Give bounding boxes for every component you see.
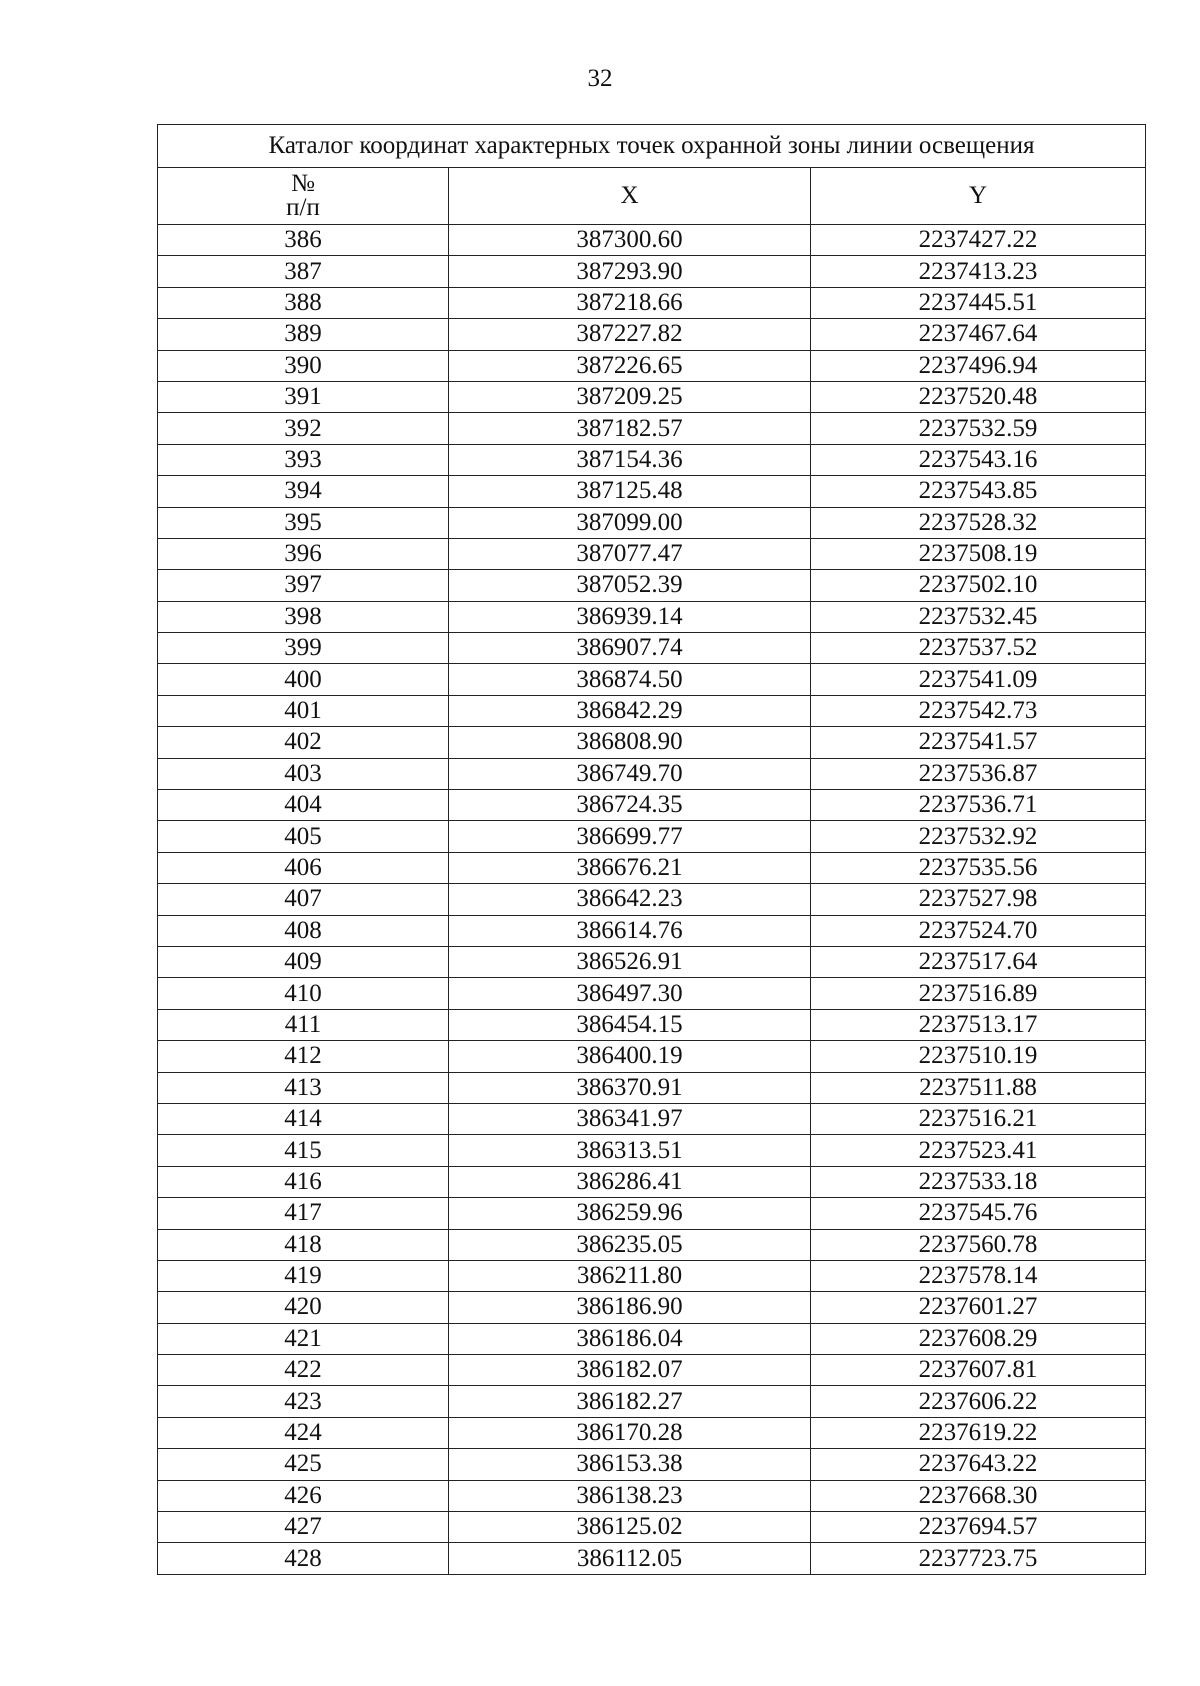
table-row bbox=[158, 1041, 1146, 1072]
cell-number: 419 bbox=[158, 1260, 449, 1291]
table-row bbox=[158, 633, 1146, 664]
cell-x: 386211.80 bbox=[449, 1260, 811, 1291]
table-row bbox=[158, 946, 1146, 977]
table-body bbox=[158, 225, 1146, 1575]
cell-number: 424 bbox=[158, 1417, 449, 1448]
table-row bbox=[158, 1072, 1146, 1103]
cell-y: 2237496.94 bbox=[811, 350, 1146, 381]
cell-x: 387154.36 bbox=[449, 444, 811, 475]
cell-number: 421 bbox=[158, 1323, 449, 1354]
cell-x: 387099.00 bbox=[449, 507, 811, 538]
table-caption: Каталог координат характерных точек охранной зоны линии освещения bbox=[158, 125, 1146, 168]
table-row bbox=[158, 1386, 1146, 1417]
cell-number: 400 bbox=[158, 664, 449, 695]
cell-x: 386642.23 bbox=[449, 884, 811, 915]
cell-y: 2237510.19 bbox=[811, 1041, 1146, 1072]
cell-number: 390 bbox=[158, 350, 449, 381]
cell-x: 386526.91 bbox=[449, 946, 811, 977]
cell-x: 386842.29 bbox=[449, 695, 811, 726]
cell-y: 2237502.10 bbox=[811, 570, 1146, 601]
cell-y: 2237578.14 bbox=[811, 1260, 1146, 1291]
cell-number: 401 bbox=[158, 695, 449, 726]
cell-y: 2237619.22 bbox=[811, 1417, 1146, 1448]
table-row bbox=[158, 1229, 1146, 1260]
table-caption-row bbox=[158, 125, 1146, 168]
cell-number: 423 bbox=[158, 1386, 449, 1417]
table-row bbox=[158, 727, 1146, 758]
cell-y: 2237607.81 bbox=[811, 1355, 1146, 1386]
cell-x: 387125.48 bbox=[449, 476, 811, 507]
table-row bbox=[158, 884, 1146, 915]
cell-y: 2237535.56 bbox=[811, 852, 1146, 883]
cell-y: 2237413.23 bbox=[811, 256, 1146, 287]
cell-y: 2237608.29 bbox=[811, 1323, 1146, 1354]
column-header-number bbox=[158, 168, 449, 225]
cell-x: 386699.77 bbox=[449, 821, 811, 852]
cell-x: 387226.65 bbox=[449, 350, 811, 381]
table-row bbox=[158, 1292, 1146, 1323]
cell-y: 2237528.32 bbox=[811, 507, 1146, 538]
cell-x: 386454.15 bbox=[449, 1009, 811, 1040]
table-row bbox=[158, 790, 1146, 821]
cell-y: 2237520.48 bbox=[811, 381, 1146, 412]
cell-number: 407 bbox=[158, 884, 449, 915]
table-row bbox=[158, 915, 1146, 946]
table-row bbox=[158, 821, 1146, 852]
cell-number: 392 bbox=[158, 413, 449, 444]
cell-y: 2237643.22 bbox=[811, 1449, 1146, 1480]
table-row bbox=[158, 1417, 1146, 1448]
cell-number: 405 bbox=[158, 821, 449, 852]
cell-number: 411 bbox=[158, 1009, 449, 1040]
cell-number: 393 bbox=[158, 444, 449, 475]
cell-x: 386112.05 bbox=[449, 1543, 811, 1574]
table-row bbox=[158, 287, 1146, 318]
cell-x: 386170.28 bbox=[449, 1417, 811, 1448]
cell-x: 386400.19 bbox=[449, 1041, 811, 1072]
table-header-row bbox=[158, 168, 1146, 225]
cell-number: 415 bbox=[158, 1135, 449, 1166]
cell-y: 2237545.76 bbox=[811, 1198, 1146, 1229]
cell-y: 2237524.70 bbox=[811, 915, 1146, 946]
cell-number: 409 bbox=[158, 946, 449, 977]
cell-number: 388 bbox=[158, 287, 449, 318]
cell-number: 408 bbox=[158, 915, 449, 946]
cell-x: 387209.25 bbox=[449, 381, 811, 412]
table-row bbox=[158, 413, 1146, 444]
cell-number: 402 bbox=[158, 727, 449, 758]
cell-x: 386125.02 bbox=[449, 1512, 811, 1543]
cell-y: 2237516.89 bbox=[811, 978, 1146, 1009]
cell-y: 2237668.30 bbox=[811, 1480, 1146, 1511]
cell-number: 387 bbox=[158, 256, 449, 287]
table-row bbox=[158, 507, 1146, 538]
cell-x: 386808.90 bbox=[449, 727, 811, 758]
cell-number: 413 bbox=[158, 1072, 449, 1103]
cell-number: 399 bbox=[158, 633, 449, 664]
table-row bbox=[158, 256, 1146, 287]
table-row bbox=[158, 664, 1146, 695]
cell-number: 391 bbox=[158, 381, 449, 412]
cell-number: 395 bbox=[158, 507, 449, 538]
cell-x: 386907.74 bbox=[449, 633, 811, 664]
cell-y: 2237527.98 bbox=[811, 884, 1146, 915]
cell-y: 2237513.17 bbox=[811, 1009, 1146, 1040]
cell-x: 386235.05 bbox=[449, 1229, 811, 1260]
coordinates-table bbox=[157, 124, 1146, 1575]
cell-y: 2237467.64 bbox=[811, 319, 1146, 350]
cell-number: 416 bbox=[158, 1166, 449, 1197]
cell-x: 386138.23 bbox=[449, 1480, 811, 1511]
table-row bbox=[158, 601, 1146, 632]
column-header-x: X bbox=[449, 168, 811, 225]
cell-y: 2237543.85 bbox=[811, 476, 1146, 507]
cell-y: 2237533.18 bbox=[811, 1166, 1146, 1197]
table-row bbox=[158, 570, 1146, 601]
cell-x: 387182.57 bbox=[449, 413, 811, 444]
cell-number: 404 bbox=[158, 790, 449, 821]
table-row bbox=[158, 476, 1146, 507]
cell-y: 2237532.59 bbox=[811, 413, 1146, 444]
cell-x: 386614.76 bbox=[449, 915, 811, 946]
cell-number: 417 bbox=[158, 1198, 449, 1229]
cell-y: 2237560.78 bbox=[811, 1229, 1146, 1260]
table-row bbox=[158, 1198, 1146, 1229]
cell-number: 403 bbox=[158, 758, 449, 789]
cell-number: 428 bbox=[158, 1543, 449, 1574]
cell-y: 2237537.52 bbox=[811, 633, 1146, 664]
table-row bbox=[158, 225, 1146, 256]
table-row bbox=[158, 978, 1146, 1009]
table-row bbox=[158, 1260, 1146, 1291]
table-row bbox=[158, 444, 1146, 475]
cell-y: 2237516.21 bbox=[811, 1103, 1146, 1134]
cell-x: 387052.39 bbox=[449, 570, 811, 601]
cell-y: 2237445.51 bbox=[811, 287, 1146, 318]
cell-number: 412 bbox=[158, 1041, 449, 1072]
cell-y: 2237523.41 bbox=[811, 1135, 1146, 1166]
cell-number: 425 bbox=[158, 1449, 449, 1480]
cell-y: 2237427.22 bbox=[811, 225, 1146, 256]
cell-x: 386186.04 bbox=[449, 1323, 811, 1354]
cell-x: 387227.82 bbox=[449, 319, 811, 350]
cell-number: 386 bbox=[158, 225, 449, 256]
cell-x: 387218.66 bbox=[449, 287, 811, 318]
cell-x: 387293.90 bbox=[449, 256, 811, 287]
cell-y: 2237694.57 bbox=[811, 1512, 1146, 1543]
table-row bbox=[158, 852, 1146, 883]
cell-x: 386370.91 bbox=[449, 1072, 811, 1103]
cell-number: 427 bbox=[158, 1512, 449, 1543]
cell-x: 387300.60 bbox=[449, 225, 811, 256]
cell-y: 2237543.16 bbox=[811, 444, 1146, 475]
cell-x: 386182.07 bbox=[449, 1355, 811, 1386]
cell-x: 386153.38 bbox=[449, 1449, 811, 1480]
cell-y: 2237536.71 bbox=[811, 790, 1146, 821]
cell-y: 2237541.57 bbox=[811, 727, 1146, 758]
cell-number: 418 bbox=[158, 1229, 449, 1260]
cell-number: 396 bbox=[158, 538, 449, 569]
cell-y: 2237511.88 bbox=[811, 1072, 1146, 1103]
cell-x: 386676.21 bbox=[449, 852, 811, 883]
cell-y: 2237508.19 bbox=[811, 538, 1146, 569]
column-header-y: Y bbox=[811, 168, 1146, 225]
cell-number: 406 bbox=[158, 852, 449, 883]
column-header-number-symbol: № bbox=[291, 170, 315, 197]
table-row bbox=[158, 1323, 1146, 1354]
table-row bbox=[158, 319, 1146, 350]
cell-number: 389 bbox=[158, 319, 449, 350]
cell-y: 2237532.45 bbox=[811, 601, 1146, 632]
cell-number: 410 bbox=[158, 978, 449, 1009]
table-row bbox=[158, 1166, 1146, 1197]
cell-y: 2237606.22 bbox=[811, 1386, 1146, 1417]
table-row bbox=[158, 1480, 1146, 1511]
cell-y: 2237517.64 bbox=[811, 946, 1146, 977]
table-row bbox=[158, 1355, 1146, 1386]
cell-x: 386259.96 bbox=[449, 1198, 811, 1229]
cell-number: 422 bbox=[158, 1355, 449, 1386]
cell-y: 2237601.27 bbox=[811, 1292, 1146, 1323]
cell-y: 2237532.92 bbox=[811, 821, 1146, 852]
table-row bbox=[158, 1135, 1146, 1166]
table-row bbox=[158, 1009, 1146, 1040]
table-row bbox=[158, 1512, 1146, 1543]
cell-number: 414 bbox=[158, 1103, 449, 1134]
cell-x: 386724.35 bbox=[449, 790, 811, 821]
cell-x: 386874.50 bbox=[449, 664, 811, 695]
table-row bbox=[158, 695, 1146, 726]
table-row bbox=[158, 538, 1146, 569]
cell-number: 426 bbox=[158, 1480, 449, 1511]
cell-x: 386749.70 bbox=[449, 758, 811, 789]
cell-x: 386341.97 bbox=[449, 1103, 811, 1134]
table-row bbox=[158, 1103, 1146, 1134]
cell-y: 2237542.73 bbox=[811, 695, 1146, 726]
cell-y: 2237541.09 bbox=[811, 664, 1146, 695]
cell-x: 386497.30 bbox=[449, 978, 811, 1009]
cell-number: 420 bbox=[158, 1292, 449, 1323]
table-row bbox=[158, 381, 1146, 412]
column-header-number-abbr: п/п bbox=[286, 194, 320, 221]
cell-x: 386313.51 bbox=[449, 1135, 811, 1166]
cell-x: 386186.90 bbox=[449, 1292, 811, 1323]
table-row bbox=[158, 350, 1146, 381]
cell-number: 397 bbox=[158, 570, 449, 601]
cell-number: 398 bbox=[158, 601, 449, 632]
cell-x: 386939.14 bbox=[449, 601, 811, 632]
cell-y: 2237723.75 bbox=[811, 1543, 1146, 1574]
table-row bbox=[158, 758, 1146, 789]
cell-y: 2237536.87 bbox=[811, 758, 1146, 789]
table-row bbox=[158, 1543, 1146, 1574]
cell-number: 394 bbox=[158, 476, 449, 507]
page-number: 32 bbox=[587, 65, 613, 92]
cell-x: 386286.41 bbox=[449, 1166, 811, 1197]
table-row bbox=[158, 1449, 1146, 1480]
cell-x: 386182.27 bbox=[449, 1386, 811, 1417]
cell-x: 387077.47 bbox=[449, 538, 811, 569]
